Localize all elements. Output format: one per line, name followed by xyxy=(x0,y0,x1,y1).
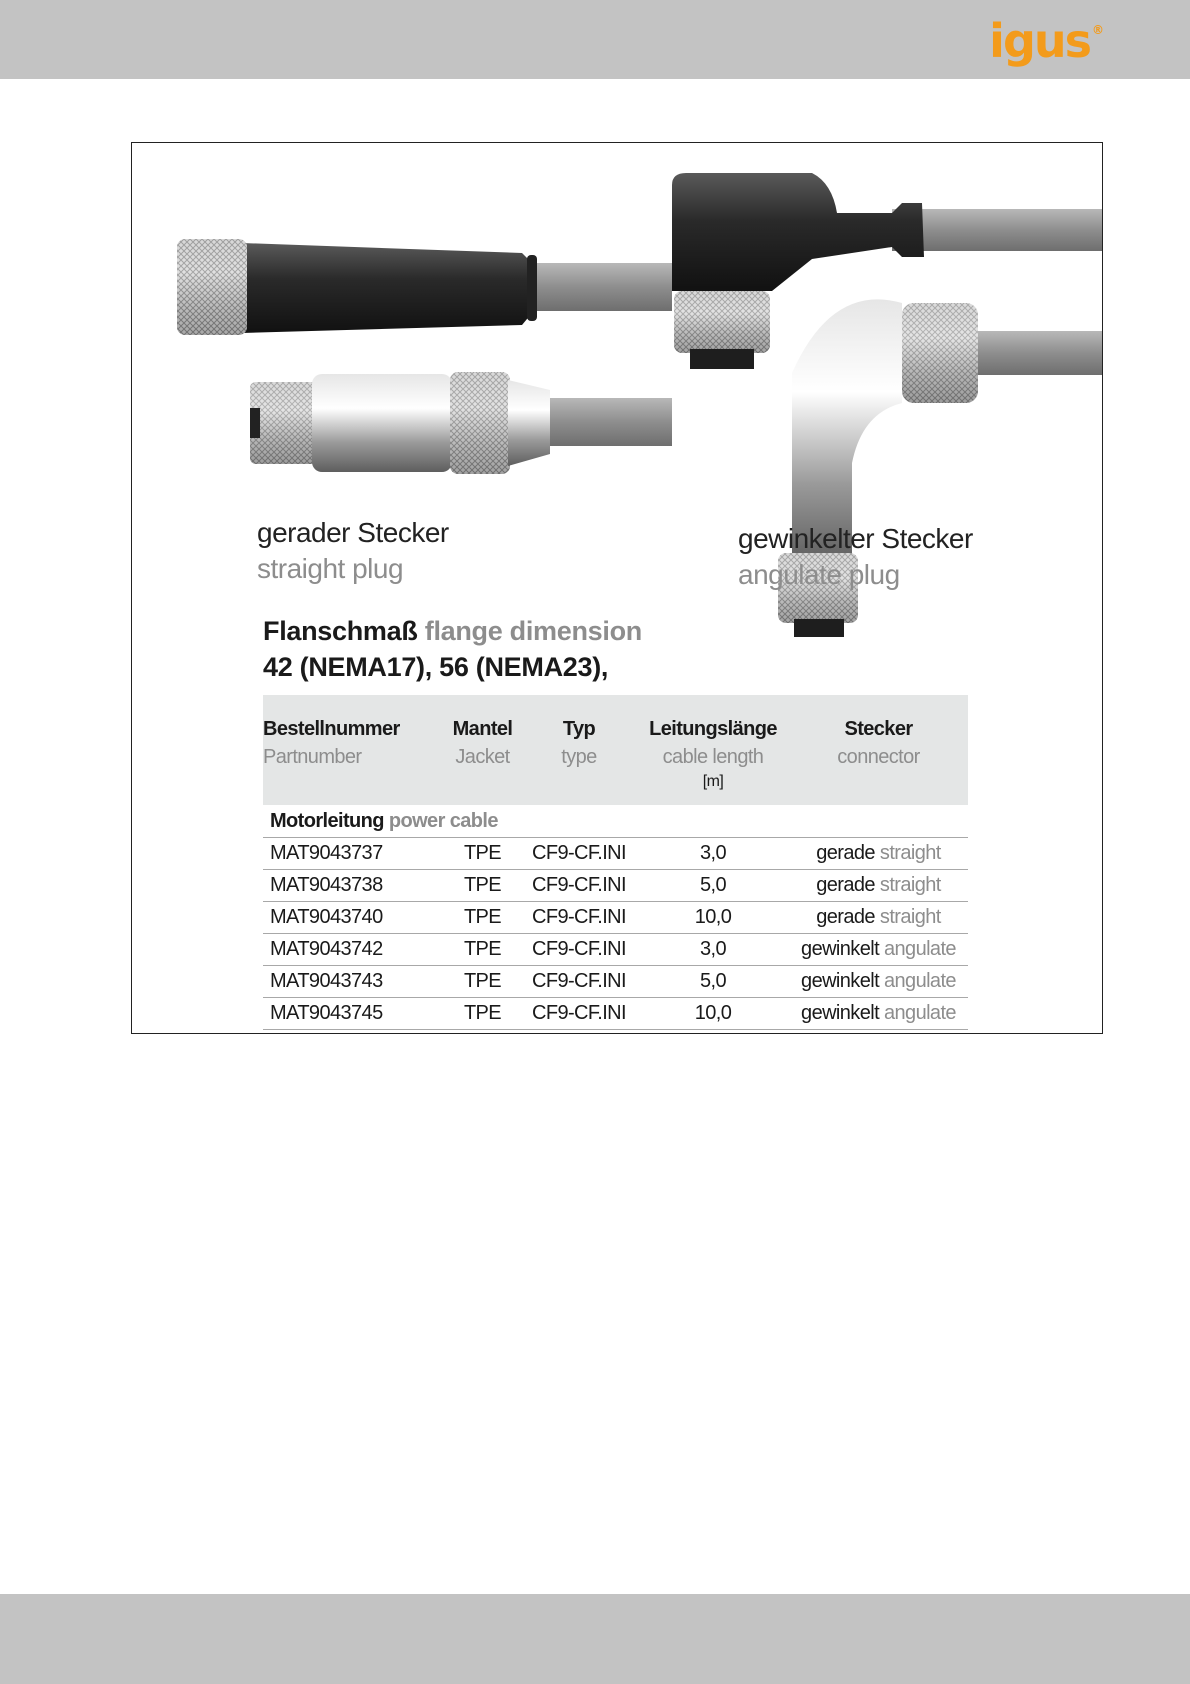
angulate-plug-label-en: angulate plug xyxy=(738,559,900,590)
connector-de: gewinkelt xyxy=(801,970,880,992)
length-cell: 10,0 xyxy=(637,902,789,934)
header-jacket-en: Jacket xyxy=(444,741,521,773)
header-jacket-de: Mantel xyxy=(444,695,521,741)
straight-plug-metal-photo xyxy=(250,368,672,478)
flange-sizes: 42 (NEMA17), 56 (NEMA23), xyxy=(263,652,609,682)
igus-logo xyxy=(989,14,1104,68)
straight-plug-black-photo xyxy=(172,233,672,343)
connector-en: angulate xyxy=(884,938,956,960)
header-partnumber-en: Partnumber xyxy=(263,741,444,773)
connector-cell xyxy=(789,838,968,870)
header-partnumber-de: Bestellnummer xyxy=(263,695,444,741)
header-bar xyxy=(0,0,1190,79)
table-row xyxy=(263,902,968,934)
flange-dimension xyxy=(263,613,642,685)
length-cell: 10,0 xyxy=(637,998,789,1030)
length-cell: 3,0 xyxy=(637,934,789,966)
jacket-cell: TPE xyxy=(444,934,521,966)
length-cell: 5,0 xyxy=(637,870,789,902)
partnumber-cell: MAT9043737 xyxy=(263,838,444,870)
type-cell: CF9-CF.INI xyxy=(521,902,637,934)
header-length-de: Leitungslänge xyxy=(637,695,789,741)
logo-text: igus xyxy=(989,14,1090,68)
header-type-en: type xyxy=(521,741,637,773)
header-connector-de: Stecker xyxy=(789,695,968,741)
partnumber-cell: MAT9043745 xyxy=(263,998,444,1030)
connector-en: straight xyxy=(879,842,941,864)
table-row xyxy=(263,870,968,902)
table-row xyxy=(263,966,968,998)
logo-registered-mark: ® xyxy=(1092,23,1104,37)
header-type-de: Typ xyxy=(521,695,637,741)
connector-en: straight xyxy=(879,874,941,896)
table-row xyxy=(263,838,968,870)
angulate-plug-label xyxy=(738,521,973,593)
straight-plug-label-en: straight plug xyxy=(257,553,404,584)
connector-cell xyxy=(789,966,968,998)
connector-cell xyxy=(789,998,968,1030)
type-cell: CF9-CF.INI xyxy=(521,838,637,870)
partnumber-cell: MAT9043742 xyxy=(263,934,444,966)
section-label-de: Motorleitung xyxy=(270,809,384,832)
connector-de: gewinkelt xyxy=(801,1002,880,1024)
section-label-en: power cable xyxy=(388,809,498,832)
connector-de: gerade xyxy=(816,874,875,896)
jacket-cell: TPE xyxy=(444,870,521,902)
header-length-en: cable length xyxy=(637,741,789,773)
type-cell: CF9-CF.INI xyxy=(521,870,637,902)
jacket-cell: TPE xyxy=(444,966,521,998)
table-row xyxy=(263,998,968,1030)
angulate-plug-metal-photo xyxy=(752,293,1102,653)
product-frame xyxy=(131,142,1103,1034)
connector-cell xyxy=(789,870,968,902)
type-cell: CF9-CF.INI xyxy=(521,998,637,1030)
header-length-unit: [m] xyxy=(637,773,789,805)
table-row xyxy=(263,934,968,966)
connector-de: gerade xyxy=(816,842,875,864)
angulate-plug-label-de: gewinkelter Stecker xyxy=(738,523,973,554)
type-cell: CF9-CF.INI xyxy=(521,966,637,998)
connector-en: angulate xyxy=(884,970,956,992)
jacket-cell: TPE xyxy=(444,838,521,870)
header-connector-en: connector xyxy=(789,741,968,773)
length-cell: 3,0 xyxy=(637,838,789,870)
connector-de: gerade xyxy=(816,906,875,928)
straight-plug-label xyxy=(257,515,449,587)
connector-en: straight xyxy=(879,906,941,928)
jacket-cell: TPE xyxy=(444,998,521,1030)
section-row xyxy=(263,805,968,838)
connector-cell xyxy=(789,902,968,934)
connector-cell xyxy=(789,934,968,966)
flange-label-en: flange dimension xyxy=(424,616,642,646)
partnumber-cell: MAT9043738 xyxy=(263,870,444,902)
flange-label-de: Flanschmaß xyxy=(263,616,418,646)
partnumber-cell: MAT9043743 xyxy=(263,966,444,998)
type-cell: CF9-CF.INI xyxy=(521,934,637,966)
jacket-cell: TPE xyxy=(444,902,521,934)
connector-en: angulate xyxy=(884,1002,956,1024)
footer-bar xyxy=(0,1594,1190,1684)
connector-de: gewinkelt xyxy=(801,938,880,960)
length-cell: 5,0 xyxy=(637,966,789,998)
parts-table xyxy=(263,695,968,1030)
straight-plug-label-de: gerader Stecker xyxy=(257,517,449,548)
partnumber-cell: MAT9043740 xyxy=(263,902,444,934)
